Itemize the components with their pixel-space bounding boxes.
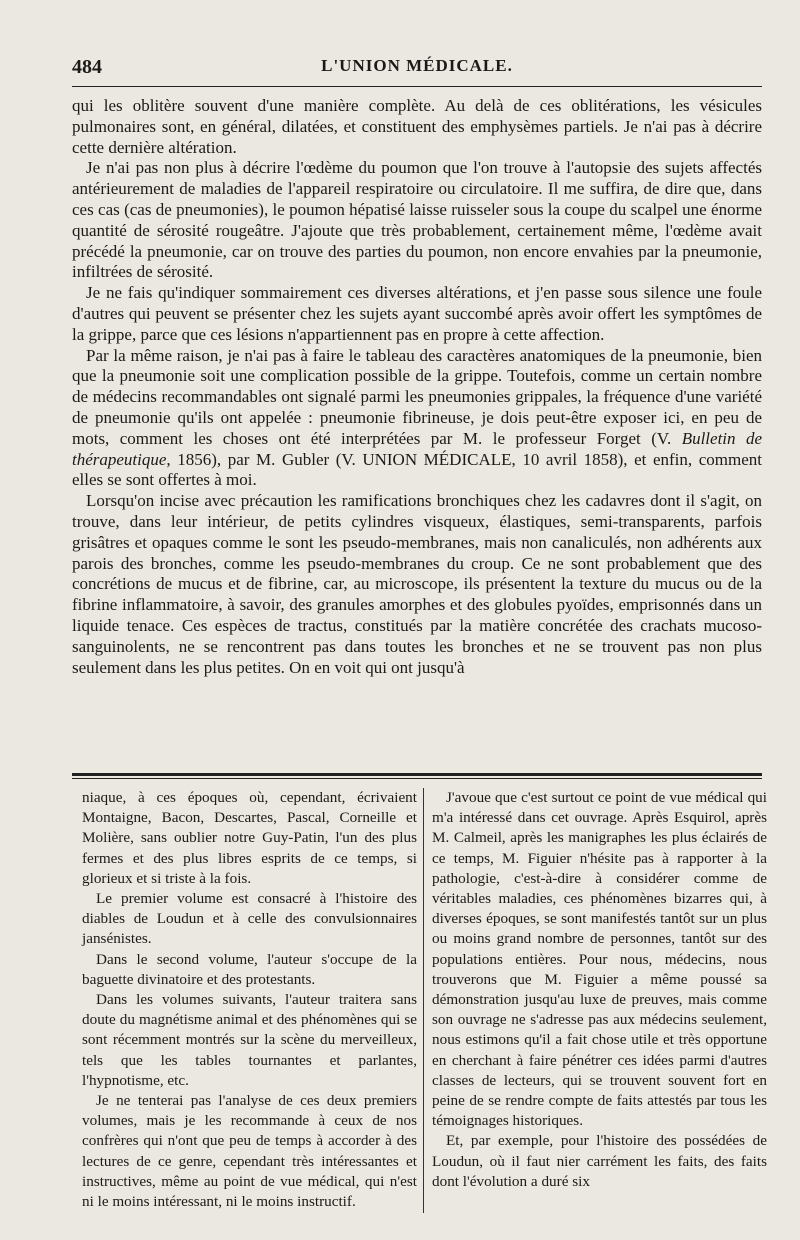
paragraph-text: , 1856), par M. Gubler (V. UNION MÉDICALE, 10 avril 1858), et enfin, comment elles se sont offertes à moi. — [72, 449, 762, 490]
paragraph — [72, 346, 762, 492]
paragraph: niaque, à ces époques où, cependant, écrivaient Montaigne, Bacon, Descartes, Pascal, Corneille et Molière, sans oublier notre Guy-Patin, l'un des plus fermes et des plus libres esprits de ce temps, si glorieux et si triste à la fois. — [82, 789, 417, 887]
main-text — [72, 96, 762, 678]
paragraph: Je ne fais qu'indiquer sommairement ces diverses altérations, et j'en passe sous silence une foule d'autres qui peuvent se présenter chez les sujets ayant succombé après avoir offert les symptômes de la grippe, parce que ces lésions n'appartiennent pas en propre à cette affection. — [72, 283, 762, 344]
paragraph: Dans les volumes suivants, l'auteur traitera sans doute du magnétisme animal et des phénomènes qui se sont récemment montrés sur la scène du merveilleux, tels que les tables tournantes et parlantes, l'hypnotisme, etc. — [82, 991, 417, 1089]
page-header — [72, 50, 762, 78]
paragraph: Je ne tenterai pas l'analyse de ces deux premiers volumes, mais je les recommande à ceux de nos confrères qui n'ont que peu de temps à accorder à des lectures de ce genre, cependant très intéressantes et instructives, même au point de vue médical, qui n'est ni le moins intéressant, ni le moins instructif. — [82, 1092, 417, 1211]
paragraph: Lorsqu'on incise avec précaution les ramifications bronchiques chez les cadavres dont il s'agit, on trouve, dans leur intérieur, de petits cylindres visqueux, élastiques, semi-transparents, parfois grisâtres et opaques comme le sont les pseudo-membranes, mais non canaliculés, non adhérents aux parois des bronches, comme les pseudo-membranes du croup. Ce ne sont probablement que des concrétions de mucus et de fibrine, car, au microscope, ils présentent la texture du mucus ou de la fibrine inflammatoire, à savoir, des granules amorphes et des globules pyoïdes, emprisonnés dans un liquide tenace. Ces espèces de tractus, constitués par la matière concrétée des crachats mucoso-sanguinolents, ne se rencontrent pas dans toutes les bronches et ne se trouvent pas non plus seulement dans les plus petites. On en voit qui ont jusqu'à — [72, 491, 762, 677]
paragraph: Le premier volume est consacré à l'histoire des diables de Loudun et à celle des convulsionnaires jansénistes. — [82, 890, 417, 948]
paragraph: Je n'ai pas non plus à décrire l'œdème du poumon que l'on trouve à l'autopsie des sujets affectés antérieurement de maladies de l'appareil respiratoire ou circulatoire. Il me suffira, de dire que, dans ces cas (cas de pneumonies), le poumon hépatisé laisse ruisseler sous la coupe du scalpel une énorme quantité de sérosité rougeâtre. J'ajoute que très probablement, certainement même, l'œdème avait précédé la pneumonie, car on trouve des parties du poumon, non encore envahies par la pneumonie, infiltrées de sérosité. — [72, 158, 762, 282]
paragraph: qui les oblitère souvent d'une manière complète. Au delà de ces oblitérations, les vésicules pulmonaires sont, en général, dilatées, et constituent des emphysèmes partiels. Je n'ai pas à décrire cette dernière altération. — [72, 96, 762, 157]
feuilleton-left-column — [82, 788, 417, 1212]
page-number: 484 — [72, 56, 102, 78]
paragraph: Et, par exemple, pour l'histoire des possédées de Loudun, où il faut nier carrément les faits, des faits dont l'évolution a duré six — [432, 1132, 767, 1190]
paragraph: Dans le second volume, l'auteur s'occupe de la baguette divinatoire et des protestants. — [82, 950, 417, 988]
journal-title-italic: Bulletin de thérapeutique — [72, 428, 763, 469]
feuilleton-right-column — [432, 788, 767, 1192]
paragraph-text: Par la même raison, je n'ai pas à faire le tableau des caractères anatomiques de la pneumonie, bien que la pneumonie soit une complication possible de la grippe. Toutefois, comme un certain nombre de médecins recommandables ont signalé parmi les pneumonies grippales, la fréquence d'une variété de pneumonie qu'ils ont appelée : pneumonie fibrineuse, je dois peut-être exposer ici, en peu de mots, comment les choses ont été interprétées par M. le professeur Forget (V. — [72, 345, 762, 448]
header-rule — [72, 86, 762, 87]
column-divider — [423, 788, 424, 1213]
feuilleton-rule-thin — [72, 778, 762, 779]
feuilleton-rule — [72, 773, 762, 776]
paragraph: J'avoue que c'est surtout ce point de vue médical qui m'a intéressé dans cet ouvrage. Après Esquirol, après M. Calmeil, après les manigraphes les plus éclairés de ce temps, M. Figuier n'hésite pas à rapporter à la pathologie, c'est-à-dire à considérer comme de véritables maladies, ces phénomènes bizarres qui, à diverses époques, se sont manifestés tantôt sur un plus ou moins grand nombre de personnes, tantôt sur des populations entières. Pour nous, médecins, nous trouverons que M. Figuier a même poussé sa démonstration jusqu'au luxe de preuves, mais comme son ouvrage ne s'adresse pas aux médecins seulement, nous estimons qu'il a fait chose utile et très opportune en cherchant à faire pénétrer ces idées parmi d'autres classes de lecteurs, qui se trouvent souvent fort en peine de se rendre compte de faits attestés par tous les témoignages historiques. — [432, 789, 767, 1130]
running-title: L'UNION MÉDICALE. — [321, 56, 513, 75]
